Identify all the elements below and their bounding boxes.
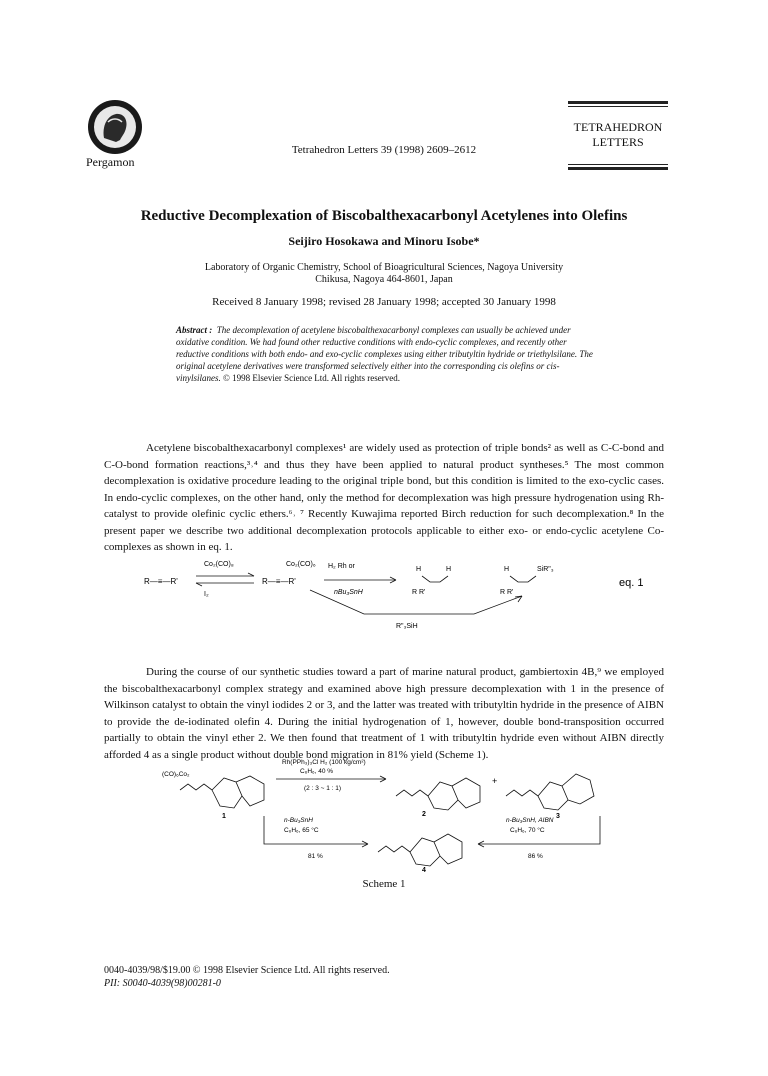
header-rule-bottom	[568, 167, 668, 170]
compound-1-number: 1	[222, 813, 226, 820]
compound-3-structure	[506, 774, 594, 810]
header-rule-top-thin	[568, 106, 668, 107]
scheme-condition-right-2: C₆H₆, 70 °C	[510, 827, 545, 834]
abstract	[176, 324, 596, 384]
scheme-plus: +	[492, 776, 498, 786]
paragraph-1-text: Acetylene biscobalthexacarbonyl complexes¹ are widely used as protection of triple bonds² as well as C-C-bond and C-O-bond formation reactions,³˒⁴ and thus they have been applied to natural product syntheses.⁵ The most common decomplexation is oxidative procedure leading to the original triple bond, but this condition is limited to the exo-cyclic cases. In endo-cyclic complexes, on the other hand, only the method for decomplexation was high pressure hydrogenation using Rh-catalyst to provide olefinic cyclic ethers.⁶˒ ⁷ Recently Kuwajima reported Birch reduction for such decomplexation.⁸ In the present paper we describe two additional decomplexation protocols applicable to either exo- or endo-cyclic acetylene Co-complexes as shown in eq. 1.	[104, 442, 664, 553]
eq-label: eq. 1	[619, 577, 644, 589]
eq-product2-h: H	[504, 566, 510, 573]
scheme-yield-left: 81 %	[308, 853, 323, 860]
eq-reagent-h2: H₂ Rh or	[328, 563, 355, 570]
header-rule-top	[568, 101, 668, 104]
affiliation	[0, 262, 768, 286]
scheme-label: Scheme 1	[362, 878, 406, 890]
footer	[104, 964, 390, 990]
compound-4-structure	[378, 834, 462, 866]
eq-reagent-sn: nBu₃SnH	[334, 589, 363, 596]
eq-product1-h-left: H	[416, 566, 422, 573]
journal-name	[560, 120, 676, 150]
abstract-copyright: © 1998 Elsevier Science Ltd. All rights reserved.	[223, 373, 401, 383]
eq-product1: R R'	[412, 589, 426, 596]
body-paragraph-1	[104, 440, 664, 556]
eq-reagent-si: R"₃SiH	[396, 623, 418, 630]
journal-name-line2: LETTERS	[592, 135, 644, 149]
eq-arrowhead-forward	[248, 573, 254, 576]
scheme-condition-left-1: n-Bu₃SnH	[284, 817, 313, 824]
scheme-condition-left-2: C₆H₆, 65 °C	[284, 827, 319, 834]
article-authors: Seijiro Hosokawa and Minoru Isobe*	[288, 234, 480, 248]
abstract-label: Abstract :	[176, 325, 213, 335]
affiliation-line1: Laboratory of Organic Chemistry, School of Bioagricultural Sciences, Nagoya University	[204, 262, 564, 273]
scheme-yield-right: 86 %	[528, 853, 543, 860]
body-paragraph-2	[104, 664, 664, 763]
journal-name-line1: TETRAHEDRON	[573, 120, 663, 134]
scheme-condition-top: Rh(PPh₃)₃Cl H₂ (100 kg/cm²)	[282, 759, 366, 766]
compound-3-number: 3	[556, 813, 560, 820]
affiliation-line2: Chikusa, Nagoya 464-8601, Japan	[315, 274, 453, 285]
eq-product1-h-right: H	[446, 566, 452, 573]
scheme-1	[160, 756, 630, 876]
compound-4-number: 4	[422, 867, 426, 874]
received-dates: Received 8 January 1998; revised 28 January 1998; accepted 30 January 1998	[212, 296, 556, 308]
footer-copyright: 0040-4039/98/$19.00 © 1998 Elsevier Science Ltd. All rights reserved.	[104, 965, 390, 976]
eq-product2-bond	[510, 576, 536, 582]
compound-1-structure	[180, 776, 264, 808]
compound-2-number: 2	[422, 811, 426, 818]
publisher-name: Pergamon	[86, 155, 135, 169]
eq-product1-bond	[422, 576, 448, 582]
eq-arrowhead-silane	[515, 596, 522, 602]
eq-product2-si: SiR"₃	[537, 566, 554, 573]
eq-start: R—≡—R'	[144, 577, 178, 586]
abstract-text: The decomplexation of acetylene biscobalthexacarbonyl complexes can usually be achieved under oxidative condition. We had found other reductive conditions with endo-cyclic complexes, and recently other reductive conditions with both endo- and exo-cyclic complexes using either tributyltin hydride or triethylsilane. The original acetylene derivatives were transformed selectively either into the corresponding cis olefins or cis-vinylsilanes.	[176, 325, 593, 383]
article-title: Reductive Decomplexation of Biscobalthexacarbonyl Acetylenes into Olefins	[140, 208, 628, 224]
compound-2-structure	[396, 778, 480, 810]
compound-1-co-label: (CO)₆Co₂	[162, 771, 190, 778]
eq-reagent-back: I₂	[204, 591, 209, 598]
eq-complex-top: Co₂(CO)₆	[286, 561, 316, 568]
scheme-ratio: (2 : 3 ~ 1 : 1)	[304, 785, 342, 792]
eq-product2: R R'	[500, 589, 514, 596]
header-rule-bottom-thin	[568, 164, 668, 165]
eq-reagent-forward: Co₂(CO)₈	[204, 561, 234, 568]
footer-pii: PII: S0040-4039(98)00281-0	[104, 978, 221, 989]
eq-arrowhead-back	[196, 583, 202, 586]
equation-1	[144, 556, 714, 642]
paragraph-2-text: During the course of our synthetic studies toward a part of marine natural product, gambiertoxin 4B,⁹ we employed the biscobalthexacarbonyl complex strategy and examined above high pressure decomplexation with 1 in the presence of Wilkinson catalyst to obtain the vinyl iodides 2 or 3, and the latter was treated with tributyltin hydride in the presence of AIBN to provide the de-iodinated olefin 4. During the initial hydrogenation of 1, however, double bond-transposition occurred partially to obtain the vinyl ether 2. We then found that treatment of 1 with tributyltin hydride even without AIBN directly afforded 4 as a single product without double bond migration in 81% yield (Scheme 1).	[104, 666, 664, 761]
eq-complex: R—≡—R'	[262, 577, 296, 586]
scheme-condition-top-2: C₆H₆, 40 %	[300, 768, 334, 775]
journal-citation: Tetrahedron Letters 39 (1998) 2609–2612	[291, 144, 477, 156]
scheme-condition-right-1: n-Bu₃SnH, AIBN	[506, 817, 554, 824]
